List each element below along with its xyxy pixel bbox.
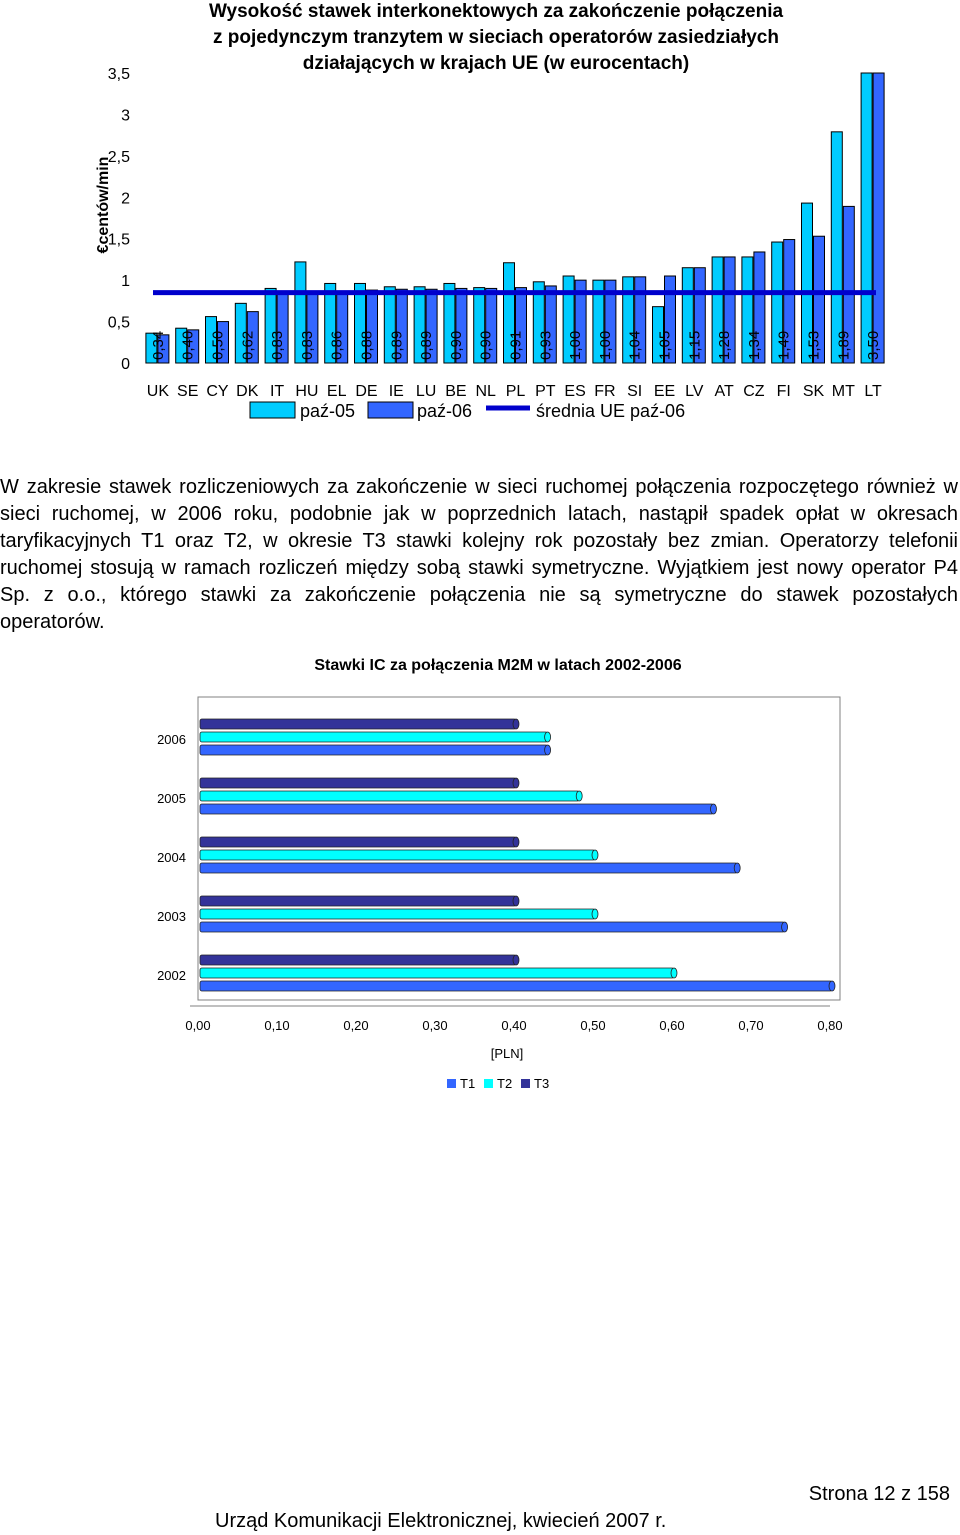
chart1-category-label: FI	[776, 383, 791, 400]
chart2-x-tick: 0,30	[422, 1018, 448, 1033]
chart1-data-label: 0,93	[537, 330, 555, 360]
chart1-data-label: 0,90	[447, 330, 465, 360]
chart1-category-label: NL	[475, 383, 496, 400]
chart2-x-tick: 0,70	[738, 1018, 764, 1033]
chart2-legend-label-t1: T1	[460, 1076, 476, 1091]
legend-swatch-paz05	[250, 402, 295, 418]
chart1-category-label: EL	[326, 383, 347, 400]
chart1-category-label: DK	[236, 383, 259, 400]
chart2-legend-swatch-t1	[447, 1079, 456, 1088]
chart2-bar-cap-t2	[671, 968, 677, 978]
chart1-data-label: 0,83	[298, 330, 316, 360]
chart1-data-label: 0,62	[239, 330, 257, 360]
chart2-bar-cap-t3	[513, 719, 519, 729]
chart1-data-label: 0,34	[149, 330, 167, 360]
chart1-category-label: IE	[388, 383, 404, 400]
chart1-title-line: z pojedynczym tranzytem w sieciach operatorów zasiedziałych	[213, 27, 779, 48]
chart1-data-label: 1,49	[775, 330, 793, 360]
chart1-category-label: EE	[653, 383, 676, 400]
chart1-bar-paz05	[831, 132, 842, 363]
chart1-title-line: Wysokość stawek interkonektowych za zakończenie połączenia	[208, 1, 784, 22]
eu-rates-chart	[0, 0, 960, 440]
legend-label-paz05: paź-05	[300, 401, 356, 421]
chart1-category-label: PL	[505, 383, 526, 400]
chart1-category-label: CZ	[743, 383, 765, 400]
chart1-category-label: IT	[269, 383, 285, 400]
chart1-y-tick: 3	[121, 107, 130, 125]
chart1-data-label: 1,34	[745, 330, 763, 360]
chart2-bar-cap-t1	[734, 863, 740, 873]
chart1-category-label: UK	[146, 383, 170, 400]
chart1-category-label: LT	[864, 383, 882, 400]
chart2-bar-cap-t2	[576, 791, 582, 801]
chart2-x-tick: 0,40	[501, 1018, 527, 1033]
chart2-bar-cap-t3	[513, 955, 519, 965]
chart1-data-label: 0,89	[388, 330, 406, 360]
chart1-data-label: 1,00	[567, 330, 585, 360]
chart2-bar-t2	[200, 909, 595, 919]
chart1-data-label: 0,90	[477, 330, 495, 360]
chart2-bar-cap-t2	[592, 850, 598, 860]
chart2-bar-t3	[200, 955, 516, 965]
chart1-bar-paz06	[873, 73, 884, 363]
chart1-data-label: 0,86	[328, 330, 346, 360]
chart2-x-label: [PLN]	[490, 1046, 524, 1061]
chart2-x-tick: 0,50	[580, 1018, 606, 1033]
chart2-bar-t2	[200, 850, 595, 860]
chart1-data-label: 1,89	[835, 330, 853, 360]
chart1-category-label: BE	[445, 383, 467, 400]
chart2-bar-t2	[200, 791, 579, 801]
chart2-bar-cap-t1	[782, 922, 788, 932]
chart2-category-label: 2002	[157, 968, 186, 983]
chart1-data-label: 1,05	[656, 330, 674, 360]
chart1-data-label: 1,04	[626, 330, 644, 360]
chart1-y-tick: 3,5	[107, 66, 130, 83]
chart1-category-label: PT	[535, 383, 556, 400]
chart1-data-label: 1,15	[686, 330, 704, 360]
chart2-bar-t1	[200, 745, 548, 755]
chart1-y-label: €centów/min	[95, 156, 112, 254]
chart2-bar-t2	[200, 732, 548, 742]
chart2-bar-cap-t1	[829, 981, 835, 991]
chart2-legend-swatch-t3	[521, 1079, 530, 1088]
chart2-bar-cap-t2	[592, 909, 598, 919]
chart2-title: Stawki IC za połączenia M2M w latach 2002-2006	[314, 657, 682, 674]
chart1-data-label: 0,91	[507, 330, 525, 360]
chart1-data-label: 0,40	[179, 330, 197, 360]
chart2-bar-t2	[200, 968, 674, 978]
chart1-category-label: LU	[415, 383, 437, 400]
chart1-category-label: SI	[627, 383, 643, 400]
chart2-x-tick: 0,10	[264, 1018, 290, 1033]
chart2-bar-cap-t2	[545, 732, 551, 742]
chart1-y-tick: 1	[121, 273, 130, 291]
chart2-category-label: 2005	[157, 791, 186, 806]
chart2-category-label: 2006	[157, 732, 186, 747]
chart1-category-label: SK	[802, 383, 825, 400]
chart1-category-label: ES	[564, 383, 586, 400]
chart2-bar-t3	[200, 837, 516, 847]
chart1-y-tick: 1,5	[107, 231, 130, 249]
chart2-bar-t3	[200, 778, 516, 788]
chart1-title-line: działających w krajach UE (w eurocentach)	[302, 53, 690, 74]
chart2-legend-label-t2: T2	[497, 1076, 513, 1091]
body-paragraph: W zakresie stawek rozliczeniowych za zakończenie w sieci ruchomej połączenia rozpoczętego również w sieci ruchomej, w 2006 roku, podobnie jak w poprzednich latach, nastąpił spadek opłat w okresach taryfikacyjnych T1 oraz T2, w okresie T3 stawki kolejny rok pozostały bez zmian. Operatorzy telefonii ruchomej stosują w ramach rozliczeń między sobą stawki symetryczne. Wyjątkiem jest nowy operator P4 Sp. z o.o., którego stawki za zakończenie połączenia nie są symetryczne do stawek pozostałych operatorów.	[0, 476, 958, 633]
chart1-category-label: DE	[355, 383, 378, 400]
chart2-bar-t1	[200, 804, 714, 814]
chart1-data-label: 3,50	[865, 330, 883, 360]
chart1-category-label: HU	[295, 383, 319, 400]
chart2-bar-cap-t3	[513, 896, 519, 906]
chart2-bar-t1	[200, 863, 737, 873]
chart1-category-label: SE	[177, 383, 199, 400]
chart2-legend-swatch-t2	[484, 1079, 493, 1088]
chart2-bar-t3	[200, 719, 516, 729]
chart1-category-label: MT	[831, 383, 855, 400]
chart2-plot-frame	[198, 697, 840, 1000]
chart1-data-label: 0,83	[269, 330, 287, 360]
chart1-y-tick: 0	[121, 356, 130, 373]
page-number: Strona 12 z 158	[808, 1483, 950, 1505]
chart2-bar-cap-t1	[545, 745, 551, 755]
chart2-bar-t1	[200, 981, 832, 991]
chart1-bar-paz05	[861, 73, 872, 363]
chart2-x-tick: 0,80	[817, 1018, 843, 1033]
m2m-rates-chart	[0, 640, 960, 1110]
chart2-legend-label-t3: T3	[534, 1076, 550, 1091]
chart1-data-label: 0,50	[209, 330, 227, 360]
chart1-data-label: 1,28	[716, 330, 734, 360]
chart1-category-label: FR	[594, 383, 616, 400]
chart1-y-tick: 0,5	[107, 314, 130, 332]
chart1-data-label: 0,88	[358, 330, 376, 360]
chart1-y-tick: 2	[121, 190, 130, 208]
chart2-bar-cap-t3	[513, 837, 519, 847]
footer-text: Urząd Komunikacji Elektronicznej, kwiecień 2007 r.	[215, 1510, 667, 1532]
chart2-category-label: 2003	[157, 909, 186, 924]
chart1-data-label: 0,89	[418, 330, 436, 360]
chart1-data-label: 1,53	[805, 330, 823, 360]
chart2-x-tick: 0,60	[659, 1018, 685, 1033]
chart2-bar-t1	[200, 922, 785, 932]
chart2-bar-cap-t1	[711, 804, 717, 814]
chart1-y-tick: 2,5	[107, 148, 130, 166]
chart2-bar-cap-t3	[513, 778, 519, 788]
legend-label-paz06: paź-06	[417, 401, 473, 421]
chart2-x-tick: 0,00	[185, 1018, 211, 1033]
chart2-category-label: 2004	[157, 850, 186, 865]
chart2-bar-t3	[200, 896, 516, 906]
legend-swatch-paz06	[368, 402, 413, 418]
chart1-category-label: CY	[206, 383, 229, 400]
chart1-category-label: AT	[714, 383, 734, 400]
chart2-x-tick: 0,20	[343, 1018, 369, 1033]
chart1-data-label: 1,00	[596, 330, 614, 360]
legend-label-average: średnia UE paź-06	[536, 401, 686, 421]
chart1-category-label: LV	[685, 383, 704, 400]
